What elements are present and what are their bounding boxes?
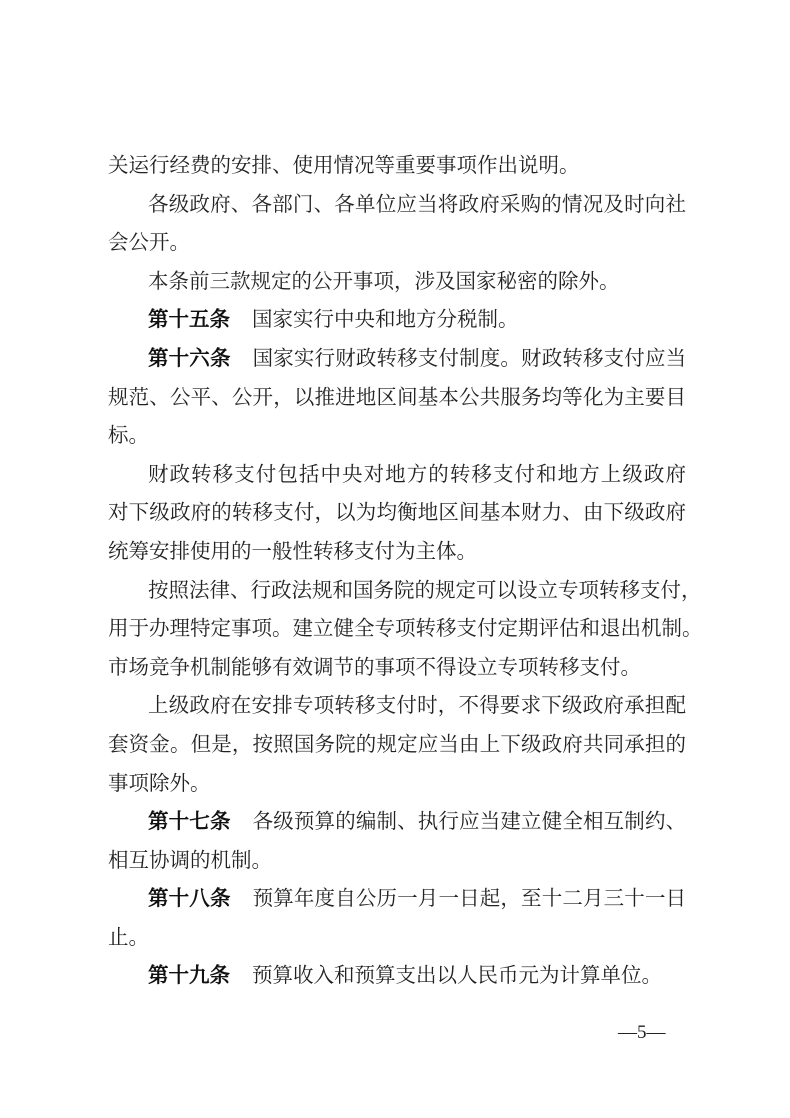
text-line: 对下级政府的转移支付，以为均衡地区间基本财力、由下级政府: [108, 500, 687, 525]
article-label: 第十六条: [148, 345, 231, 370]
text-line: 事项除外。: [108, 770, 211, 795]
text-line: 标。: [108, 423, 149, 448]
article-label: 第十八条: [148, 886, 231, 911]
text-line: 按照法律、行政法规和国务院的规定可以设立专项转移支付，: [148, 577, 702, 602]
article-16: [108, 343, 686, 382]
text-line: 市场竞争机制能够有效调节的事项不得设立专项转移支付。: [108, 654, 641, 679]
article-text: 国家实行中央和地方分税制。: [252, 307, 519, 332]
text-line: 本条前三款规定的公开事项，涉及国家秘密的除外。: [148, 268, 620, 293]
article-17: [108, 806, 686, 845]
text-line: 关运行经费的安排、使用情况等重要事项作出说明。: [108, 153, 580, 177]
article-15: [108, 304, 686, 343]
text-line: 用于办理特定事项。建立健全专项转移支付定期评估和退出机制。: [108, 616, 703, 641]
text-line: 会公开。: [108, 230, 190, 255]
text-line: 相互协调的机制。: [108, 847, 272, 872]
article-text: 国家实行财政转移支付制度。财政转移支付应当: [252, 345, 687, 370]
text-line: 套资金。但是，按照国务院的规定应当由上下级政府共同承担的: [108, 731, 687, 756]
article-text: 预算年度自公历一月一日起，至十二月三十一日: [252, 886, 687, 911]
text-line: 规范、公平、公开，以推进地区间基本公共服务均等化为主要目: [108, 384, 687, 409]
article-label: 第十五条: [148, 307, 230, 332]
text-line: 财政转移支付包括中央对地方的转移支付和地方上级政府: [148, 461, 687, 486]
article-label: 第十九条: [148, 963, 230, 988]
article-text: 各级预算的编制、执行应当建立健全相互制约、: [252, 809, 687, 834]
text-line: 上级政府在安排专项转移支付时，不得要求下级政府承担配: [148, 693, 687, 718]
article-18: [108, 883, 686, 922]
article-label: 第十七条: [148, 809, 231, 834]
text-line: 止。: [108, 924, 149, 949]
text-line: 各级政府、各部门、各单位应当将政府采购的情况及时向社: [148, 191, 687, 216]
text-line: 统筹安排使用的一般性转移支付为主体。: [108, 538, 477, 563]
article-text: 预算收入和预算支出以人民币元为计算单位。: [252, 963, 662, 988]
article-19: [108, 960, 686, 999]
document-body: [108, 150, 703, 999]
page-number: —5—: [618, 1022, 666, 1043]
